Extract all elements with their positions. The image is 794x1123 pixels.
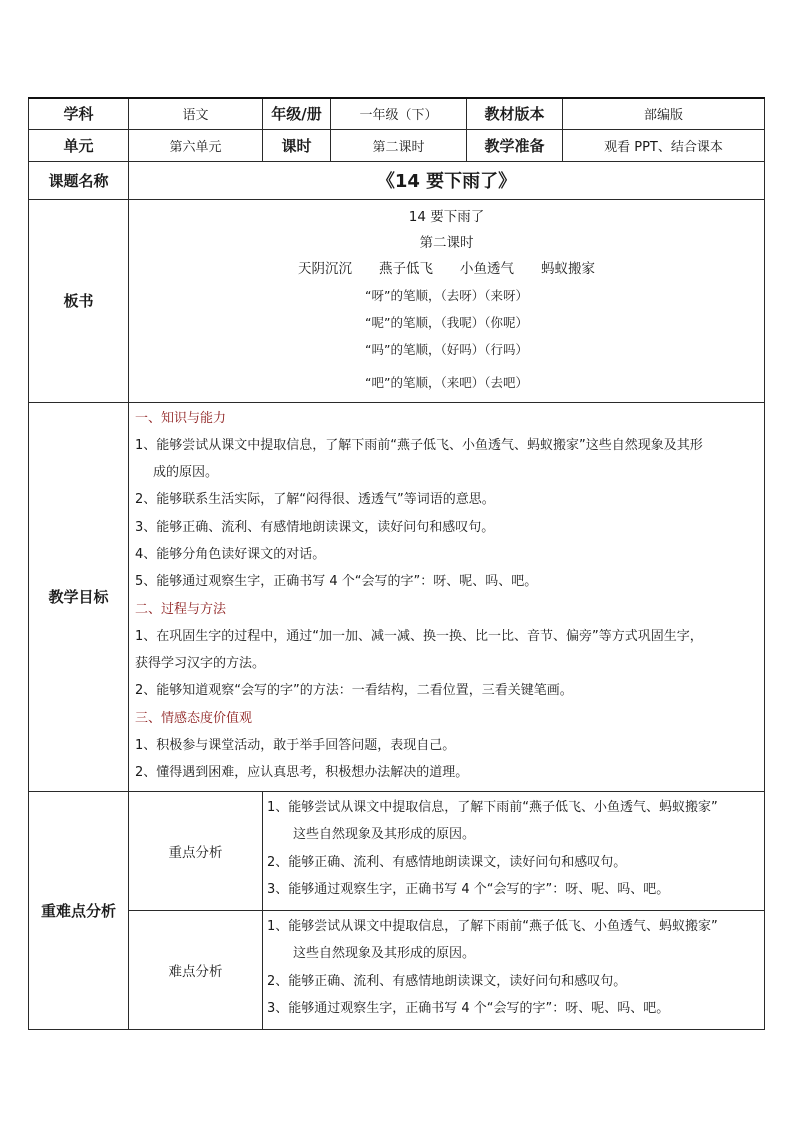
prep-label: 教学准备 — [467, 129, 563, 161]
goal-item: 2、懂得遇到困难，应认真思考，积极想办法解决的道理。 — [135, 765, 469, 781]
goals-section-heading: 一、知识与能力 — [135, 410, 227, 426]
goal-item: 1、积极参与课堂活动，敢于举手回答问题，表现自己。 — [135, 738, 456, 754]
board-content — [129, 199, 765, 402]
goals-label: 教学目标 — [29, 402, 129, 791]
topic-label: 课题名称 — [29, 161, 129, 199]
board-line-ya: “呀”的笔顺，（去呀）（来呀） — [365, 287, 528, 303]
header-row-2 — [29, 129, 765, 161]
difficult-item-continuation: 这些自然现象及其形成的原因。 — [293, 946, 476, 962]
key-analysis-content — [263, 791, 765, 910]
lesson-label: 课时 — [263, 129, 331, 161]
board-line-title: 14 要下雨了 — [408, 208, 485, 225]
difficult-analysis-content — [263, 910, 765, 1029]
key-item-continuation: 这些自然现象及其形成的原因。 — [293, 827, 476, 843]
key-item: 3、能够通过观察生字，正确书写 4 个“会写的字”：呀、呢、吗、吧。 — [267, 882, 670, 898]
difficult-analysis-row — [29, 910, 765, 1029]
topic-row — [29, 161, 765, 199]
key-analysis-row — [29, 791, 765, 910]
header-row-1 — [29, 98, 765, 129]
key-analysis-label: 重点分析 — [129, 791, 263, 910]
goal-item-continuation: 成的原因。 — [153, 465, 219, 481]
prep-value: 观看 PPT、结合课本 — [563, 129, 765, 161]
goals-section-heading: 二、过程与方法 — [135, 601, 227, 617]
difficult-item: 1、能够尝试从课文中提取信息，了解下雨前“燕子低飞、小鱼透气、蚂蚁搬家” — [267, 918, 718, 934]
lesson-plan-table — [28, 97, 765, 1030]
edition-value: 部编版 — [563, 98, 765, 129]
grade-value: 一年级（下） — [331, 98, 467, 129]
board-line-ne: “呢”的笔顺，（我呢）（你呢） — [365, 314, 528, 330]
board-line-ma: “吗”的笔顺，（好吗）（行吗） — [365, 341, 528, 357]
lesson-value: 第二课时 — [331, 129, 467, 161]
unit-label: 单元 — [29, 129, 129, 161]
board-line-ba: “吧”的笔顺，（来吧）（去吧） — [365, 374, 528, 390]
key-item: 1、能够尝试从课文中提取信息，了解下雨前“燕子低飞、小鱼透气、蚂蚁搬家” — [267, 799, 718, 815]
difficult-item: 3、能够通过观察生字，正确书写 4 个“会写的字”：呀、呢、吗、吧。 — [267, 1001, 670, 1017]
board-label: 板书 — [29, 199, 129, 402]
goal-item-continuation: 获得学习汉字的方法。 — [135, 656, 266, 672]
goal-item: 5、能够通过观察生字，正确书写 4 个“会写的字”：呀、呢、吗、吧。 — [135, 574, 538, 590]
board-line-phenomena: 天阴沉沉 燕子低飞 小鱼透气 蚂蚁搬家 — [298, 260, 595, 277]
goals-section-heading: 三、情感态度价值观 — [135, 710, 253, 726]
goal-item: 3、能够正确、流利、有感情地朗读课文，读好问句和感叹句。 — [135, 519, 495, 535]
key-item: 2、能够正确、流利、有感情地朗读课文，读好问句和感叹句。 — [267, 854, 627, 870]
grade-label: 年级/册 — [263, 98, 331, 129]
analysis-label: 重难点分析 — [29, 791, 129, 1029]
goals-row — [29, 402, 765, 791]
subject-label: 学科 — [29, 98, 129, 129]
subject-value: 语文 — [129, 98, 263, 129]
edition-label: 教材版本 — [467, 98, 563, 129]
board-row — [29, 199, 765, 402]
goal-item: 2、能够知道观察“会写的字”的方法：一看结构，二看位置，三看关键笔画。 — [135, 683, 573, 699]
difficult-item: 2、能够正确、流利、有感情地朗读课文，读好问句和感叹句。 — [267, 973, 627, 989]
goal-item: 2、能够联系生活实际，了解“闷得很、透透气”等词语的意思。 — [135, 492, 495, 508]
goals-content — [129, 402, 765, 791]
goal-item: 1、能够尝试从课文中提取信息，了解下雨前“燕子低飞、小鱼透气、蚂蚁搬家”这些自然现象及其形 — [135, 437, 703, 453]
board-line-lesson: 第二课时 — [419, 234, 474, 251]
lesson-plan-page — [28, 97, 764, 1030]
goal-item: 4、能够分角色读好课文的对话。 — [135, 546, 326, 562]
goal-item: 1、在巩固生字的过程中，通过“加一加、减一减、换一换、比一比、音节、偏旁”等方式巩固生字， — [135, 628, 703, 644]
difficult-analysis-label: 难点分析 — [129, 910, 263, 1029]
topic-title: 《14 要下雨了》 — [129, 161, 765, 199]
unit-value: 第六单元 — [129, 129, 263, 161]
